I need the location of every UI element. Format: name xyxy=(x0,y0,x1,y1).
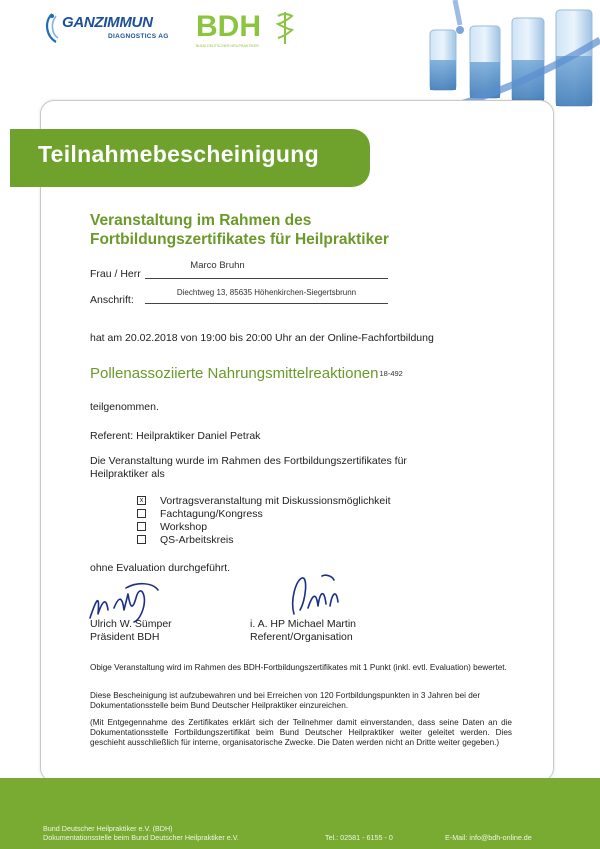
framework-line1: Die Veranstaltung wurde im Rahmen des Fortbildungszertifikates für xyxy=(90,455,407,467)
signer-president xyxy=(90,618,172,644)
option-qs-circle xyxy=(137,533,391,546)
signer-organizer xyxy=(250,618,356,644)
checkbox-unchecked xyxy=(137,509,146,518)
option-label: Vortragsveranstaltung mit Diskussionsmöglichkeit xyxy=(160,494,391,507)
footer-email: E-Mail: info@bdh-online.de xyxy=(445,833,532,842)
event-heading-line2: Fortbildungszertifikates für Heilpraktiker xyxy=(90,231,389,248)
note-data-consent: (Mit Entgegennahme des Zertifikates erklärt sich der Teilnehmer damit einverstanden, dass seine Daten an die Dokumentationsstelle Fortbildungszertifikat beim Bund Deutscher Heilpraktiker weiter geleitet werden. Dies geschieht ausschließlich für interne, organisatorische Zwecke. Die Daten werden nicht an Dritte weiter gegeben.) xyxy=(90,718,512,748)
name-label: Frau / Herr xyxy=(90,268,141,280)
bdh-logo xyxy=(194,8,304,54)
topic-code: 18-492 xyxy=(379,369,403,378)
framework-line2: Heilpraktiker als xyxy=(90,467,165,480)
caduceus-icon xyxy=(274,10,296,46)
date-line: hat am 20.02.2018 von 19:00 bis 20:00 Uhr an der Online-Fachfortbildung xyxy=(90,332,434,344)
certificate-title: Teilnahmebescheinigung xyxy=(38,141,319,167)
signer-organizer-role: Referent/Organisation xyxy=(250,631,353,643)
note-submission: Diese Bescheinigung ist aufzubewahren und bei Erreichen von 120 Fortbildungspunkten in 3 Jahren bei der Dokumentationsstelle beim Bund Deutscher Heilpraktiker einzureichen. xyxy=(90,691,481,711)
signer-organizer-name: i. A. HP Michael Martin xyxy=(250,618,357,630)
signer-president-role: Präsident BDH xyxy=(90,631,160,643)
option-workshop xyxy=(137,520,391,533)
footer-line2: Dokumentationsstelle beim Bund Deutscher Heilpraktiker e.V. xyxy=(43,833,239,842)
address-value: Diechtweg 13, 85635 Höhenkirchen-Siegertsbrunn xyxy=(176,288,357,297)
signature-organizer xyxy=(286,570,346,620)
note-points: Obige Veranstaltung wird im Rahmen des BDH-Fortbildungszertifikates mit 1 Punkt (inkl. evtl. Evaluation) bewertet. xyxy=(90,663,507,672)
option-lecture xyxy=(137,494,391,507)
name-value: Marco Bruhn xyxy=(190,260,245,271)
framework-text xyxy=(90,455,407,480)
option-label: QS-Arbeitskreis xyxy=(160,533,234,546)
address-underline xyxy=(145,302,388,304)
bdh-sub: BUND DEUTSCHER HEILPRAKTIKER xyxy=(196,44,259,48)
topic-title: Pollenassoziierte Nahrungsmittelreaktionen xyxy=(90,365,379,382)
ganzimmun-logo xyxy=(42,8,177,48)
speaker-text: Referent: Heilpraktiker Daniel Petrak xyxy=(90,430,261,442)
ganzimmun-sub: DIAGNOSTICS AG xyxy=(108,33,169,40)
name-underline xyxy=(145,277,388,279)
address-label: Anschrift: xyxy=(90,294,134,306)
option-label: Fachtagung/Kongress xyxy=(160,507,263,520)
checkbox-checked: x xyxy=(137,496,146,505)
event-heading-line1: Veranstaltung im Rahmen des xyxy=(90,212,312,229)
checkbox-unchecked xyxy=(137,522,146,531)
participated-text: teilgenommen. xyxy=(90,401,159,413)
signer-president-name: Ulrich W. Sümper xyxy=(90,618,172,630)
event-heading xyxy=(90,211,389,249)
topic-block xyxy=(90,365,403,383)
footer-org xyxy=(43,824,239,842)
event-type-options xyxy=(137,494,391,546)
option-conference xyxy=(137,507,391,520)
footer-line1: Bund Deutscher Heilpraktiker e.V. (BDH) xyxy=(43,824,173,833)
ganzimmun-name: GANZIMMUN xyxy=(62,14,153,31)
checkbox-unchecked xyxy=(137,535,146,544)
option-label: Workshop xyxy=(160,520,208,533)
footer-phone: Tel.: 02581 - 6155 - 0 xyxy=(325,833,393,842)
evaluation-text: ohne Evaluation durchgeführt. xyxy=(90,562,231,574)
bdh-name: BDH xyxy=(196,10,261,43)
